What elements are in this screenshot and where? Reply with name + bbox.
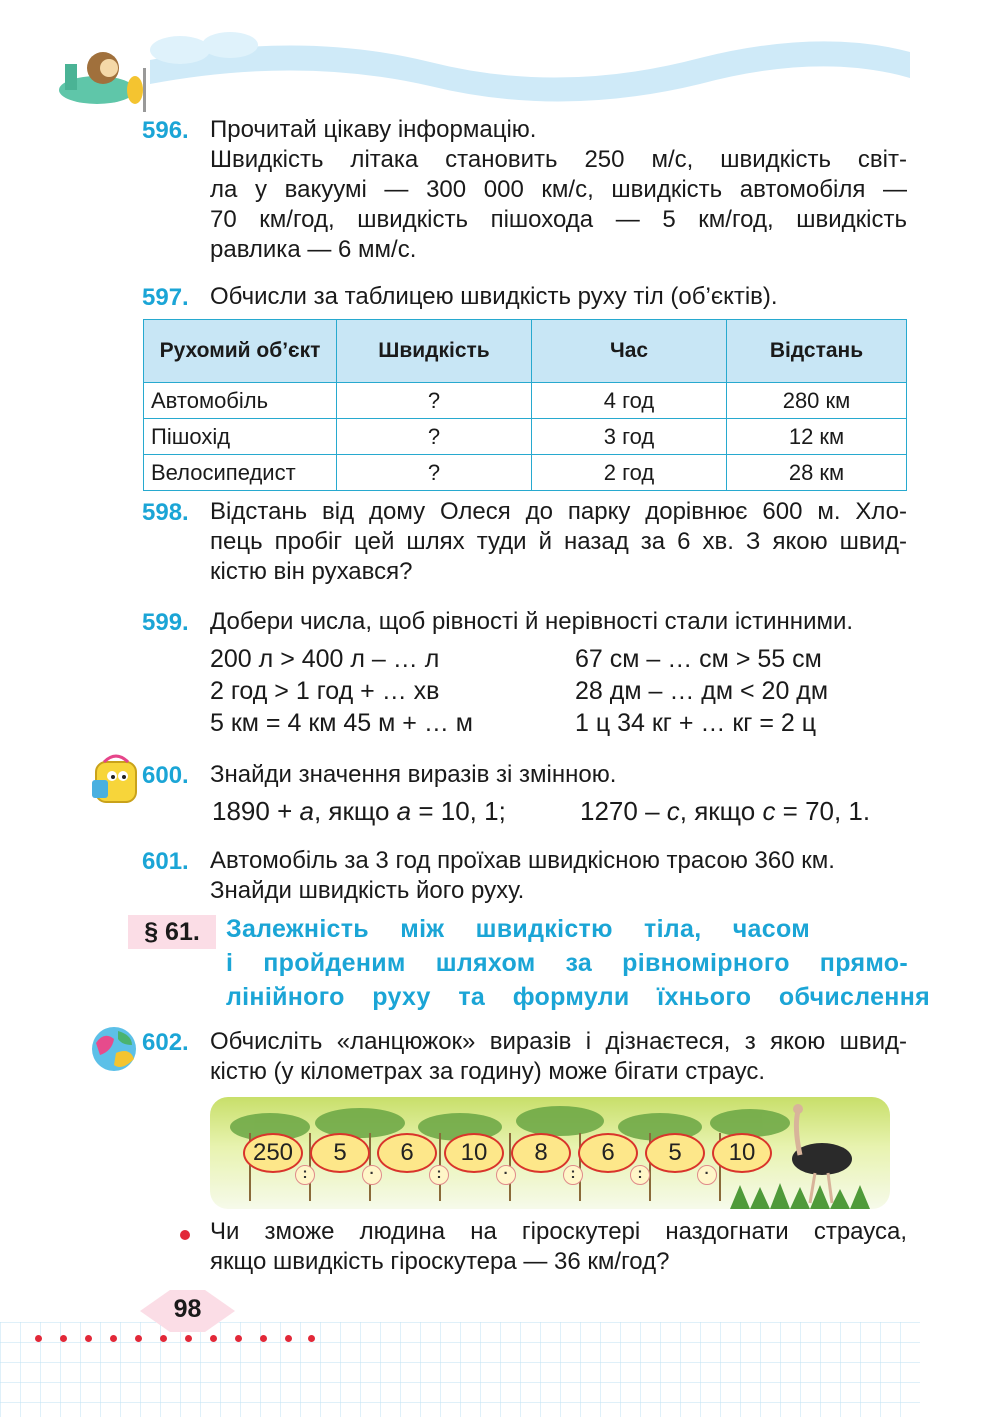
exercise-598-line: пець пробіг цей шлях туди й назад за 6 хв. З якою швид- xyxy=(210,528,907,555)
exercise-602-line: кістю (у кілометрах за годину) може бігати страус. xyxy=(210,1058,766,1085)
section-title-line: Залежність між швидкістю тіла, часом xyxy=(226,915,810,943)
table-header: Швидкість xyxy=(337,320,532,383)
puzzle-globe-icon xyxy=(90,1025,142,1073)
exercise-601-line: Автомобіль за 3 год проїхав швидкісною трасою 360 км. xyxy=(210,847,835,874)
exercise-596-line: ла у вакуумі — 300 000 км/с, швидкість автомобіля — xyxy=(210,176,907,203)
chain-number: 10 xyxy=(444,1133,504,1173)
table-header: Відстань xyxy=(727,320,907,383)
exercise-601-number: 601. xyxy=(142,848,189,875)
page-number: 98 xyxy=(173,1295,202,1323)
exercise-599-line: Добери числа, щоб рівності й нерівності стали істинними. xyxy=(210,608,854,635)
inequality-left: 5 км = 4 км 45 м + … м xyxy=(210,709,473,737)
exercise-597-text xyxy=(210,282,907,312)
chain-number: 8 xyxy=(511,1133,571,1173)
airplane-hedgehog-icon xyxy=(55,42,150,112)
inequality-right: 28 дм – … дм < 20 дм xyxy=(575,677,829,705)
exercise-598-number: 598. xyxy=(142,499,189,526)
question-line: Чи зможе людина на гіроскутері наздогнати страуса, xyxy=(210,1218,907,1245)
chain-operator: : xyxy=(630,1165,650,1185)
section-title-line: лінійного руху та формули їхнього обчислення xyxy=(226,983,930,1011)
exercise-597-number: 597. xyxy=(142,284,189,311)
exercise-596-line: равлика — 6 мм/с. xyxy=(210,236,417,263)
table-cell: 280 км xyxy=(727,383,907,419)
exercise-596-text xyxy=(210,115,907,265)
table-cell: 28 км xyxy=(727,455,907,491)
exercise-601-text xyxy=(210,846,907,906)
inequality-right: 1 ц 34 кг + … кг = 2 ц xyxy=(575,709,817,737)
table-cell: 4 год xyxy=(532,383,727,419)
table-cell: 2 год xyxy=(532,455,727,491)
table-cell: Пішохід xyxy=(144,419,337,455)
table-cell: Автомобіль xyxy=(144,383,337,419)
section-title-line: і пройденим шляхом за рівномірного прямо- xyxy=(226,949,908,977)
exercise-598-line: Відстань від дому Олеся до парку дорівнює 600 м. Хло- xyxy=(210,498,907,525)
table-cell: 12 км xyxy=(727,419,907,455)
table-cell: ? xyxy=(337,419,532,455)
exercise-599-text xyxy=(210,607,907,637)
chain-operator: : xyxy=(295,1165,315,1185)
exercise-602-line: Обчисліть «ланцюжок» виразів і дізнаєтеся, з якою швид- xyxy=(210,1028,907,1055)
table-cell: 3 год xyxy=(532,419,727,455)
table-cell: ? xyxy=(337,383,532,419)
backpack-icon xyxy=(90,750,142,806)
exercise-600-line: Знайди значення виразів зі змінною. xyxy=(210,761,617,788)
exercise-597-line: Обчисли за таблицею швидкість руху тіл (об’єктів). xyxy=(210,283,778,310)
exercise-598-line: кістю він рухався? xyxy=(210,558,413,585)
chain-number: 10 xyxy=(712,1133,772,1173)
chain-number: 5 xyxy=(310,1133,370,1173)
exercise-600-number: 600. xyxy=(142,762,189,789)
chain-number: 5 xyxy=(645,1133,705,1173)
exercise-602-text xyxy=(210,1027,907,1087)
ostrich-question xyxy=(210,1217,907,1277)
section-badge: § 61. xyxy=(128,915,216,949)
table-row xyxy=(144,419,907,455)
table-header: Час xyxy=(532,320,727,383)
section-title xyxy=(226,912,930,1014)
chain-number: 6 xyxy=(377,1133,437,1173)
chain-operator: : xyxy=(429,1165,449,1185)
exercise-596-line: Прочитай цікаву інформацію. xyxy=(210,116,537,143)
question-line: якщо швидкість гіроскутера — 36 км/год? xyxy=(210,1248,670,1275)
inequality-left: 200 л > 400 л – … л xyxy=(210,645,440,673)
table-cell: ? xyxy=(337,455,532,491)
grid-paper-decoration xyxy=(0,1322,992,1417)
ostrich-icon xyxy=(792,1104,852,1203)
exercise-601-line: Знайди швидкість його руху. xyxy=(210,877,525,904)
exercise-600-text xyxy=(210,760,907,790)
exercise-602-number: 602. xyxy=(142,1029,189,1056)
chain-operator: : xyxy=(563,1165,583,1185)
bullet-icon xyxy=(180,1230,190,1240)
table-header-row xyxy=(144,320,907,383)
exercise-596-line: Швидкість літака становить 250 м/с, швидкість світ- xyxy=(210,146,907,173)
exercise-596-line: 70 км/год, швидкість пішохода — 5 км/год, швидкість xyxy=(210,206,907,233)
table-header: Рухомий об’єкт xyxy=(144,320,337,383)
inequality-left: 2 год > 1 год + … хв xyxy=(210,677,440,705)
table-row xyxy=(144,383,907,419)
chain-number: 250 xyxy=(243,1133,303,1173)
chain-operator: · xyxy=(496,1165,516,1185)
table-cell: Велосипедист xyxy=(144,455,337,491)
expression-1: 1890 + a, якщо a = 10, 1; xyxy=(212,796,506,826)
table-row xyxy=(144,455,907,491)
inequality-right: 67 см – … см > 55 см xyxy=(575,645,822,673)
exercise-599-number: 599. xyxy=(142,609,189,636)
expression-2: 1270 – c, якщо c = 70, 1. xyxy=(580,796,871,826)
exercise-596-number: 596. xyxy=(142,117,189,144)
exercise-598-text xyxy=(210,497,907,587)
chain-number: 6 xyxy=(578,1133,638,1173)
speed-table xyxy=(143,319,907,491)
chain-operator: · xyxy=(362,1165,382,1185)
chain-operator: · xyxy=(697,1165,717,1185)
